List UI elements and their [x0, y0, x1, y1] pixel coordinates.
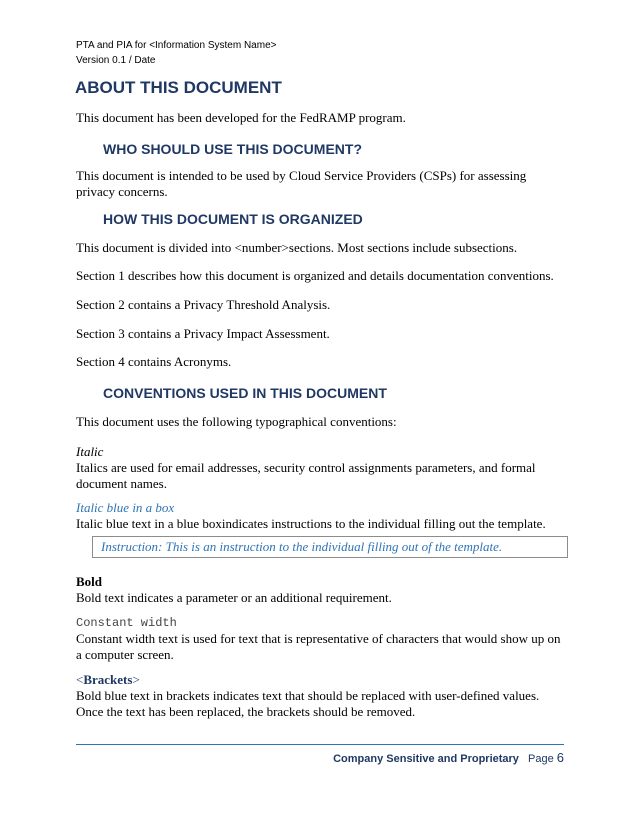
blue-box-term: Italic blue in a box [76, 500, 175, 515]
footer-company: Company Sensitive and Proprietary [333, 753, 519, 765]
bracket-open: < [76, 672, 84, 687]
who-text: This document is intended to be used by Cloud Service Providers (CSPs) for assessing privacy concerns. [76, 168, 527, 199]
how-paragraph-5: Section 4 contains Acronyms. [76, 354, 232, 369]
how-paragraph-3: Section 2 contains a Privacy Threshold Analysis. [76, 297, 331, 312]
how-heading: HOW THIS DOCUMENT IS ORGANIZED [103, 211, 363, 227]
header-version: Version 0.1 / Date [76, 55, 156, 66]
conventions-intro: This document uses the following typographical conventions: [76, 414, 397, 429]
convention-constant-width [76, 615, 562, 663]
footer-page-number: 6 [556, 750, 564, 765]
page-footer [333, 750, 564, 767]
header-title: PTA and PIA for <Information System Name> [76, 40, 277, 51]
constant-width-description: Constant width text is used for text that is representative of characters that would show up on a computer screen. [76, 631, 561, 662]
instruction-box: Instruction: This is an instruction to the individual filling out of the template. [92, 536, 568, 558]
how-paragraph-1: This document is divided into <number>sections. Most sections include subsections. [76, 240, 518, 255]
blue-box-description: Italic blue text in a blue boxindicates instructions to the individual filling out the template. [76, 516, 546, 531]
brackets-description: Bold blue text in brackets indicates text that should be replaced with user-defined values. Once the text has been replaced, the brackets should be removed. [76, 688, 540, 719]
about-text: This document has been developed for the FedRAMP program. [76, 110, 406, 125]
brackets-term [76, 672, 562, 688]
bold-description: Bold text indicates a parameter or an additional requirement. [76, 590, 392, 605]
about-heading: ABOUT THIS DOCUMENT [75, 78, 282, 97]
italic-term: Italic [76, 444, 104, 459]
convention-bold [76, 574, 562, 606]
who-heading: WHO SHOULD USE THIS DOCUMENT? [103, 141, 362, 157]
how-paragraph-2: Section 1 describes how this document is organized and details documentation conventions. [76, 268, 554, 283]
page-header [76, 38, 276, 68]
constant-width-term: Constant width [76, 616, 177, 630]
convention-italic [76, 444, 562, 492]
conventions-heading: CONVENTIONS USED IN THIS DOCUMENT [103, 385, 387, 401]
bold-term: Bold [76, 574, 103, 589]
convention-blue-box [76, 500, 562, 532]
footer-page-label: Page [528, 753, 554, 765]
how-paragraph-4: Section 3 contains a Privacy Impact Assessment. [76, 326, 330, 341]
convention-brackets [76, 672, 562, 720]
bracket-close: > [132, 672, 140, 687]
footer-divider [76, 744, 564, 745]
brackets-word: Brackets [83, 672, 133, 687]
italic-description: Italics are used for email addresses, security control assignments parameters, and formal document names. [76, 460, 536, 491]
